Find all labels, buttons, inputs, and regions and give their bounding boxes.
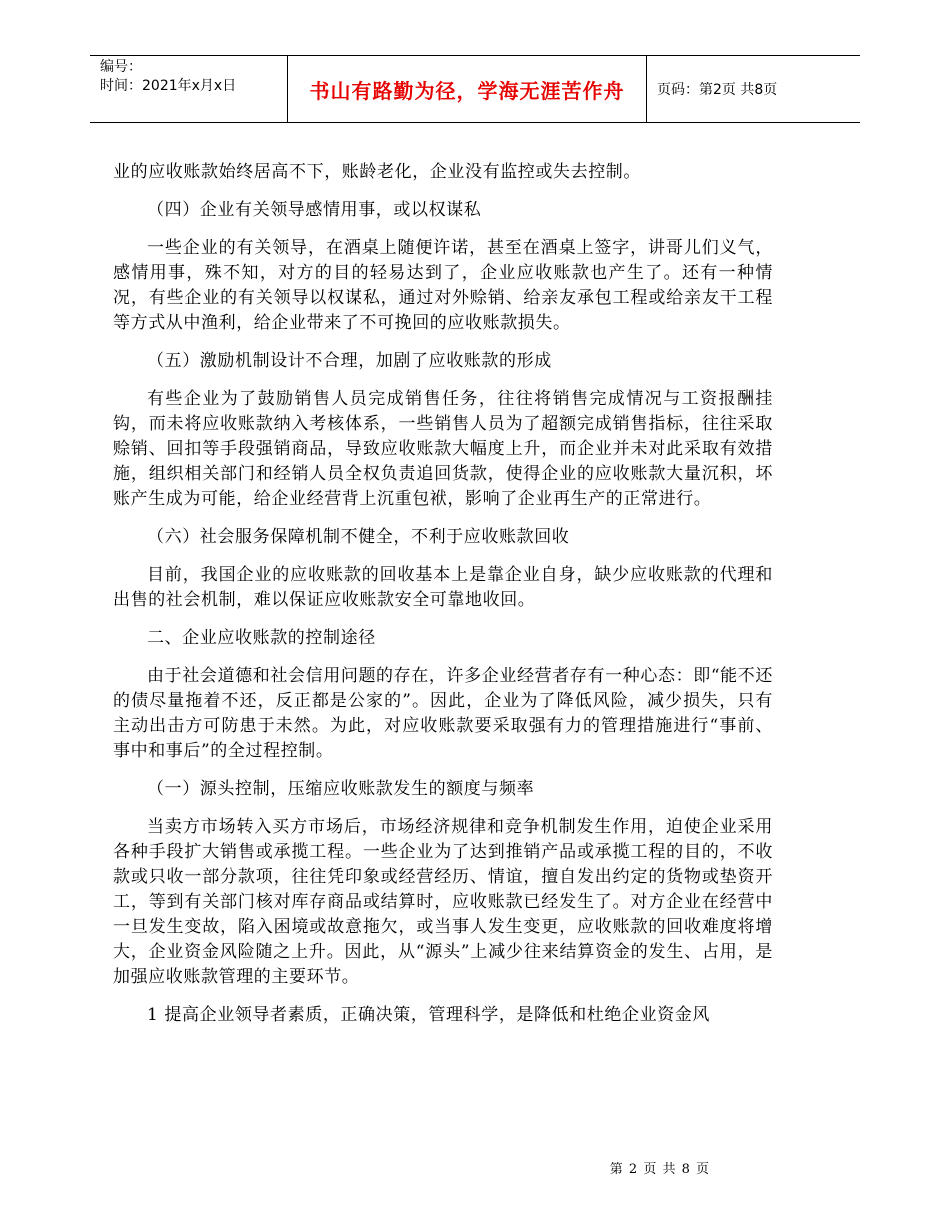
numbered-item-1: 1 提高企业领导者素质，正确决策，管理科学，是降低和杜绝企业资金风 <box>147 1005 711 1025</box>
document-time-label: 时间：2021年x月x日 <box>100 78 237 94</box>
body-paragraph-continuation: 业的应收账款始终居高不下，账龄老化，企业没有监控或失去控制。 <box>113 162 641 182</box>
chapter-heading-2: 二、企业应收账款的控制途径 <box>147 628 376 648</box>
document-body <box>113 160 773 1041</box>
section-heading-1: （一）源头控制，压缩应收账款发生的额度与频率 <box>147 779 535 799</box>
header-motto: 书山有路勤为径，学海无涯苦作舟 <box>287 56 647 122</box>
section-heading-5: （五）激励机制设计不合理，加剧了应收账款的形成 <box>147 351 552 371</box>
page-footer: 第 2 页 共 8 页 <box>609 1162 710 1177</box>
body-paragraph: 当卖方市场转入买方市场后，市场经济规律和竞争机制发生作用，迫使企业采用各种手段扩大销售或承揽工程。一些企业为了达到推销产品或承揽工程的目的，不收款或只收一部分款项，往往凭印象或经营经历、情谊，擅自发出约定的货物或垫资开工，等到有关部门核对库存商品或结算时，应收账款已经发生了。对方企业在经营中一旦发生变故，陷入困境或故意拖欠，或当事人发生变更，应收账款的回收难度将增大，企业资金风险随之上升。因此，从“源头”上减少往来结算资金的发生、占用，是加强应收账款管理的主要环节。 <box>113 817 773 987</box>
header-page-number: 页码：第2页 共8页 <box>657 82 778 98</box>
body-paragraph: 由于社会道德和社会信用问题的存在，许多企业经营者存有一种心态：即“能不还的债尽量拖着不还，反正都是公家的”。因此，企业为了降低风险，减少损失，只有主动出击方可防患于未然。为此，对应收账款要采取强有力的管理措施进行“事前、事中和事后”的全过程控制。 <box>113 666 773 761</box>
section-heading-4: （四）企业有关领导感情用事，或以权谋私 <box>147 200 482 220</box>
header-meta <box>100 58 290 96</box>
page-header <box>90 55 860 123</box>
section-heading-6: （六）社会服务保障机制不健全，不利于应收账款回收 <box>147 527 570 547</box>
body-paragraph: 有些企业为了鼓励销售人员完成销售任务，往往将销售完成情况与工资报酬挂钩，而未将应收账款纳入考核体系，一些销售人员为了超额完成销售指标，往往采取赊销、回扣等手段强销商品，导致应收账款大幅度上升，而企业并未对此采取有效措施，组织相关部门和经销人员全权负责追回货款，使得企业的应收账款大量沉积，坏账产生成为可能，给企业经营背上沉重包袱，影响了企业再生产的正常进行。 <box>113 389 773 509</box>
body-paragraph: 目前，我国企业的应收账款的回收基本上是靠企业自身，缺少应收账款的代理和出售的社会机制，难以保证应收账款安全可靠地收回。 <box>113 565 773 610</box>
document-number-label: 编号： <box>100 59 142 75</box>
body-paragraph: 一些企业的有关领导，在酒桌上随便许诺，甚至在酒桌上签字，讲哥儿们义气，感情用事，殊不知，对方的目的轻易达到了，企业应收账款也产生了。还有一种情况，有些企业的有关领导以权谋私，通过对外赊销、给亲友承包工程或给亲友干工程等方式从中渔利，给企业带来了不可挽回的应收账款损失。 <box>113 238 773 333</box>
